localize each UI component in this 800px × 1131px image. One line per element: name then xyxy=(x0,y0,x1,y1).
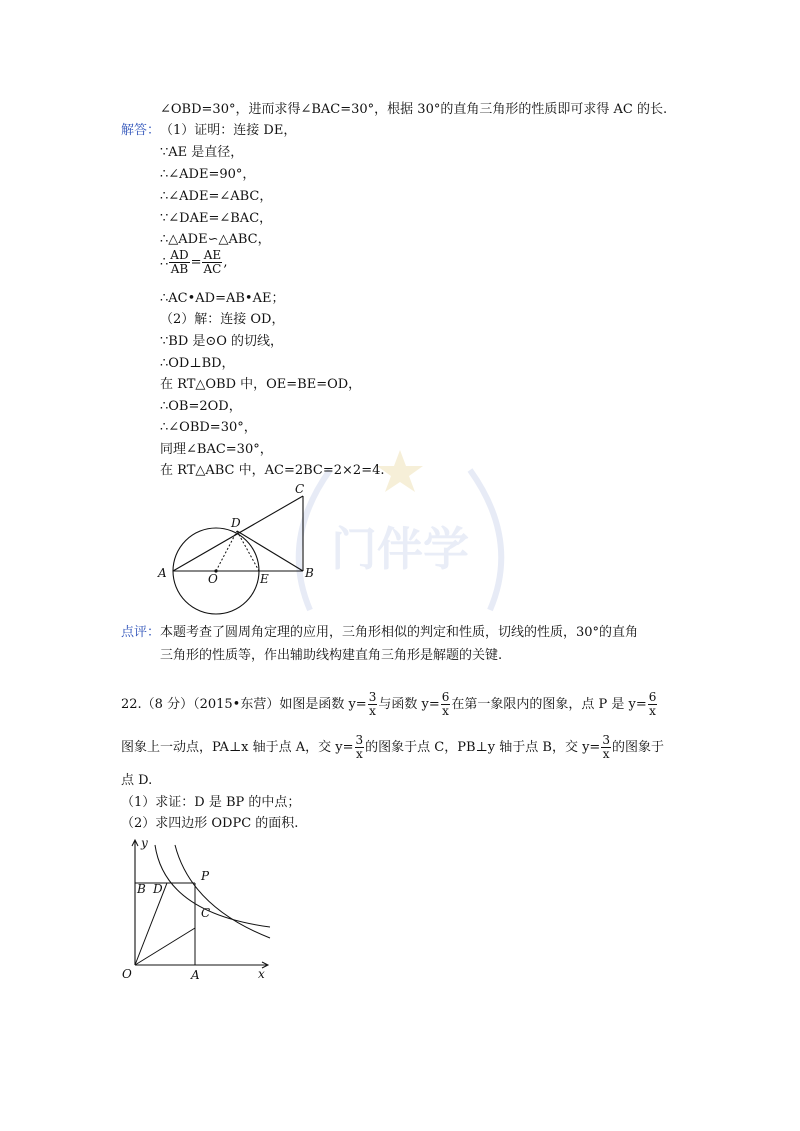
fraction-numerator: AD xyxy=(170,248,189,262)
label-o: O xyxy=(122,967,132,981)
ratio-equals: = xyxy=(190,255,202,270)
label-y: y xyxy=(141,836,148,850)
fraction-numerator: 3 xyxy=(602,733,610,747)
label-c: C xyxy=(201,906,211,920)
fraction-denominator: AC xyxy=(203,262,222,276)
fraction-ae-ac xyxy=(202,249,222,276)
text-run: 在第一象限内的图象，点 P 是 y= xyxy=(451,697,647,712)
solution-line: ∴OD⊥BD， xyxy=(160,356,235,371)
solution-line: ∵AE 是直径， xyxy=(160,145,244,160)
fraction-denominator: x xyxy=(369,704,376,718)
problem-22-question1: （1）求证：D 是 BP 的中点； xyxy=(121,795,301,810)
solution-line: ∵BD 是⊙O 的切线， xyxy=(160,334,284,349)
fraction-6-over-x xyxy=(648,691,658,718)
label-e: E xyxy=(260,572,269,586)
fraction-denominator: x xyxy=(602,747,610,761)
solution-line: ∵∠DAE=∠BAC， xyxy=(160,211,273,226)
text-run: 图象上一动点，PA⊥x 轴于点 A，交 y= xyxy=(121,740,354,755)
fraction-numerator: 3 xyxy=(368,690,377,704)
label-d: D xyxy=(153,882,163,896)
fraction-numerator: 3 xyxy=(355,733,364,747)
fraction-denominator: x xyxy=(442,704,449,718)
comment-line: 三角形的性质等，作出辅助线构建直角三角形是解题的关键. xyxy=(160,648,503,663)
solution-line: ∴OB=2OD， xyxy=(160,399,242,414)
label-a: A xyxy=(191,968,200,982)
solution-line: ∴AC•AD=AB•AE； xyxy=(160,291,285,306)
label-d: D xyxy=(231,516,241,530)
fraction-denominator: AB xyxy=(170,262,189,276)
label-p: P xyxy=(201,869,210,883)
text-run: 与函数 y= xyxy=(378,697,440,712)
fraction-numerator: 6 xyxy=(648,690,657,704)
fraction-3-over-x xyxy=(355,734,365,761)
text-run: 22.（8 分）（2015•东营）如图是函数 y= xyxy=(121,697,367,712)
segment-db xyxy=(237,531,303,571)
solution-line: ∴∠ADE=90°， xyxy=(160,167,256,182)
fraction-3-over-x xyxy=(368,691,378,718)
fraction-numerator: 6 xyxy=(441,690,450,704)
comment-line: 本题考查了圆周角定理的应用，三角形相似的判定和性质，切线的性质，30°的直角 xyxy=(160,625,639,640)
fraction-denominator: x xyxy=(649,704,656,718)
label-a: A xyxy=(158,566,167,580)
fraction-denominator: x xyxy=(355,747,363,761)
problem-22-question2: （2）求四边形 ODPC 的面积. xyxy=(121,816,299,831)
solution-line: ∴∠ADE=∠ABC， xyxy=(160,189,273,204)
label-b: B xyxy=(305,566,314,580)
solution-line: ∴△ADE∽△ABC， xyxy=(160,232,271,247)
text-run: 的图象于点 C，PB⊥y 轴于点 B，交 y= xyxy=(365,740,601,755)
answer-label: 解答： xyxy=(121,123,161,138)
curve-y-6-over-x xyxy=(175,845,270,938)
text-run: 的图象于 xyxy=(611,740,664,755)
problem-22-line1 xyxy=(121,690,658,720)
fraction-6-over-x xyxy=(441,691,451,718)
label-x: x xyxy=(258,967,265,981)
curve-y-3-over-x xyxy=(155,845,270,927)
fraction-3-over-x xyxy=(601,734,611,761)
solution-line: 在 RT△ABC 中，AC=2BC=2×2=4. xyxy=(160,463,385,478)
solution-line: （2）解：连接 OD， xyxy=(160,312,285,327)
fraction-ad-ab xyxy=(169,249,189,276)
solution-line: ∴∠OBD=30°， xyxy=(160,420,257,435)
ratio-prefix: ∴ xyxy=(160,255,169,270)
analysis-tail: ∠OBD=30°，进而求得∠BAC=30°，根据 30°的直角三角形的性质即可求得 AC 的长. xyxy=(160,102,668,117)
watermark-text: 门伴学 xyxy=(331,522,469,576)
fraction-numerator: AE xyxy=(203,248,222,262)
segment-de-dashed xyxy=(237,531,259,571)
solution-line: （1）证明：连接 DE， xyxy=(160,123,297,138)
circle-tangent-figure xyxy=(150,478,330,628)
ratio-suffix: , xyxy=(223,255,228,270)
label-b: B xyxy=(137,882,146,896)
problem-22-line3: 点 D. xyxy=(121,773,153,788)
segment-oc xyxy=(135,928,195,965)
comment-label: 点评： xyxy=(121,625,161,640)
problem-22-line2 xyxy=(121,733,664,763)
label-o: O xyxy=(208,572,218,586)
segment-od-dashed xyxy=(216,531,237,571)
ratio-equation xyxy=(160,249,227,276)
solution-line: 同理∠BAC=30°， xyxy=(160,442,273,457)
hyperbola-figure xyxy=(115,835,280,995)
label-c: C xyxy=(295,482,305,496)
solution-line: 在 RT△OBD 中，OE=BE=OD， xyxy=(160,377,362,392)
